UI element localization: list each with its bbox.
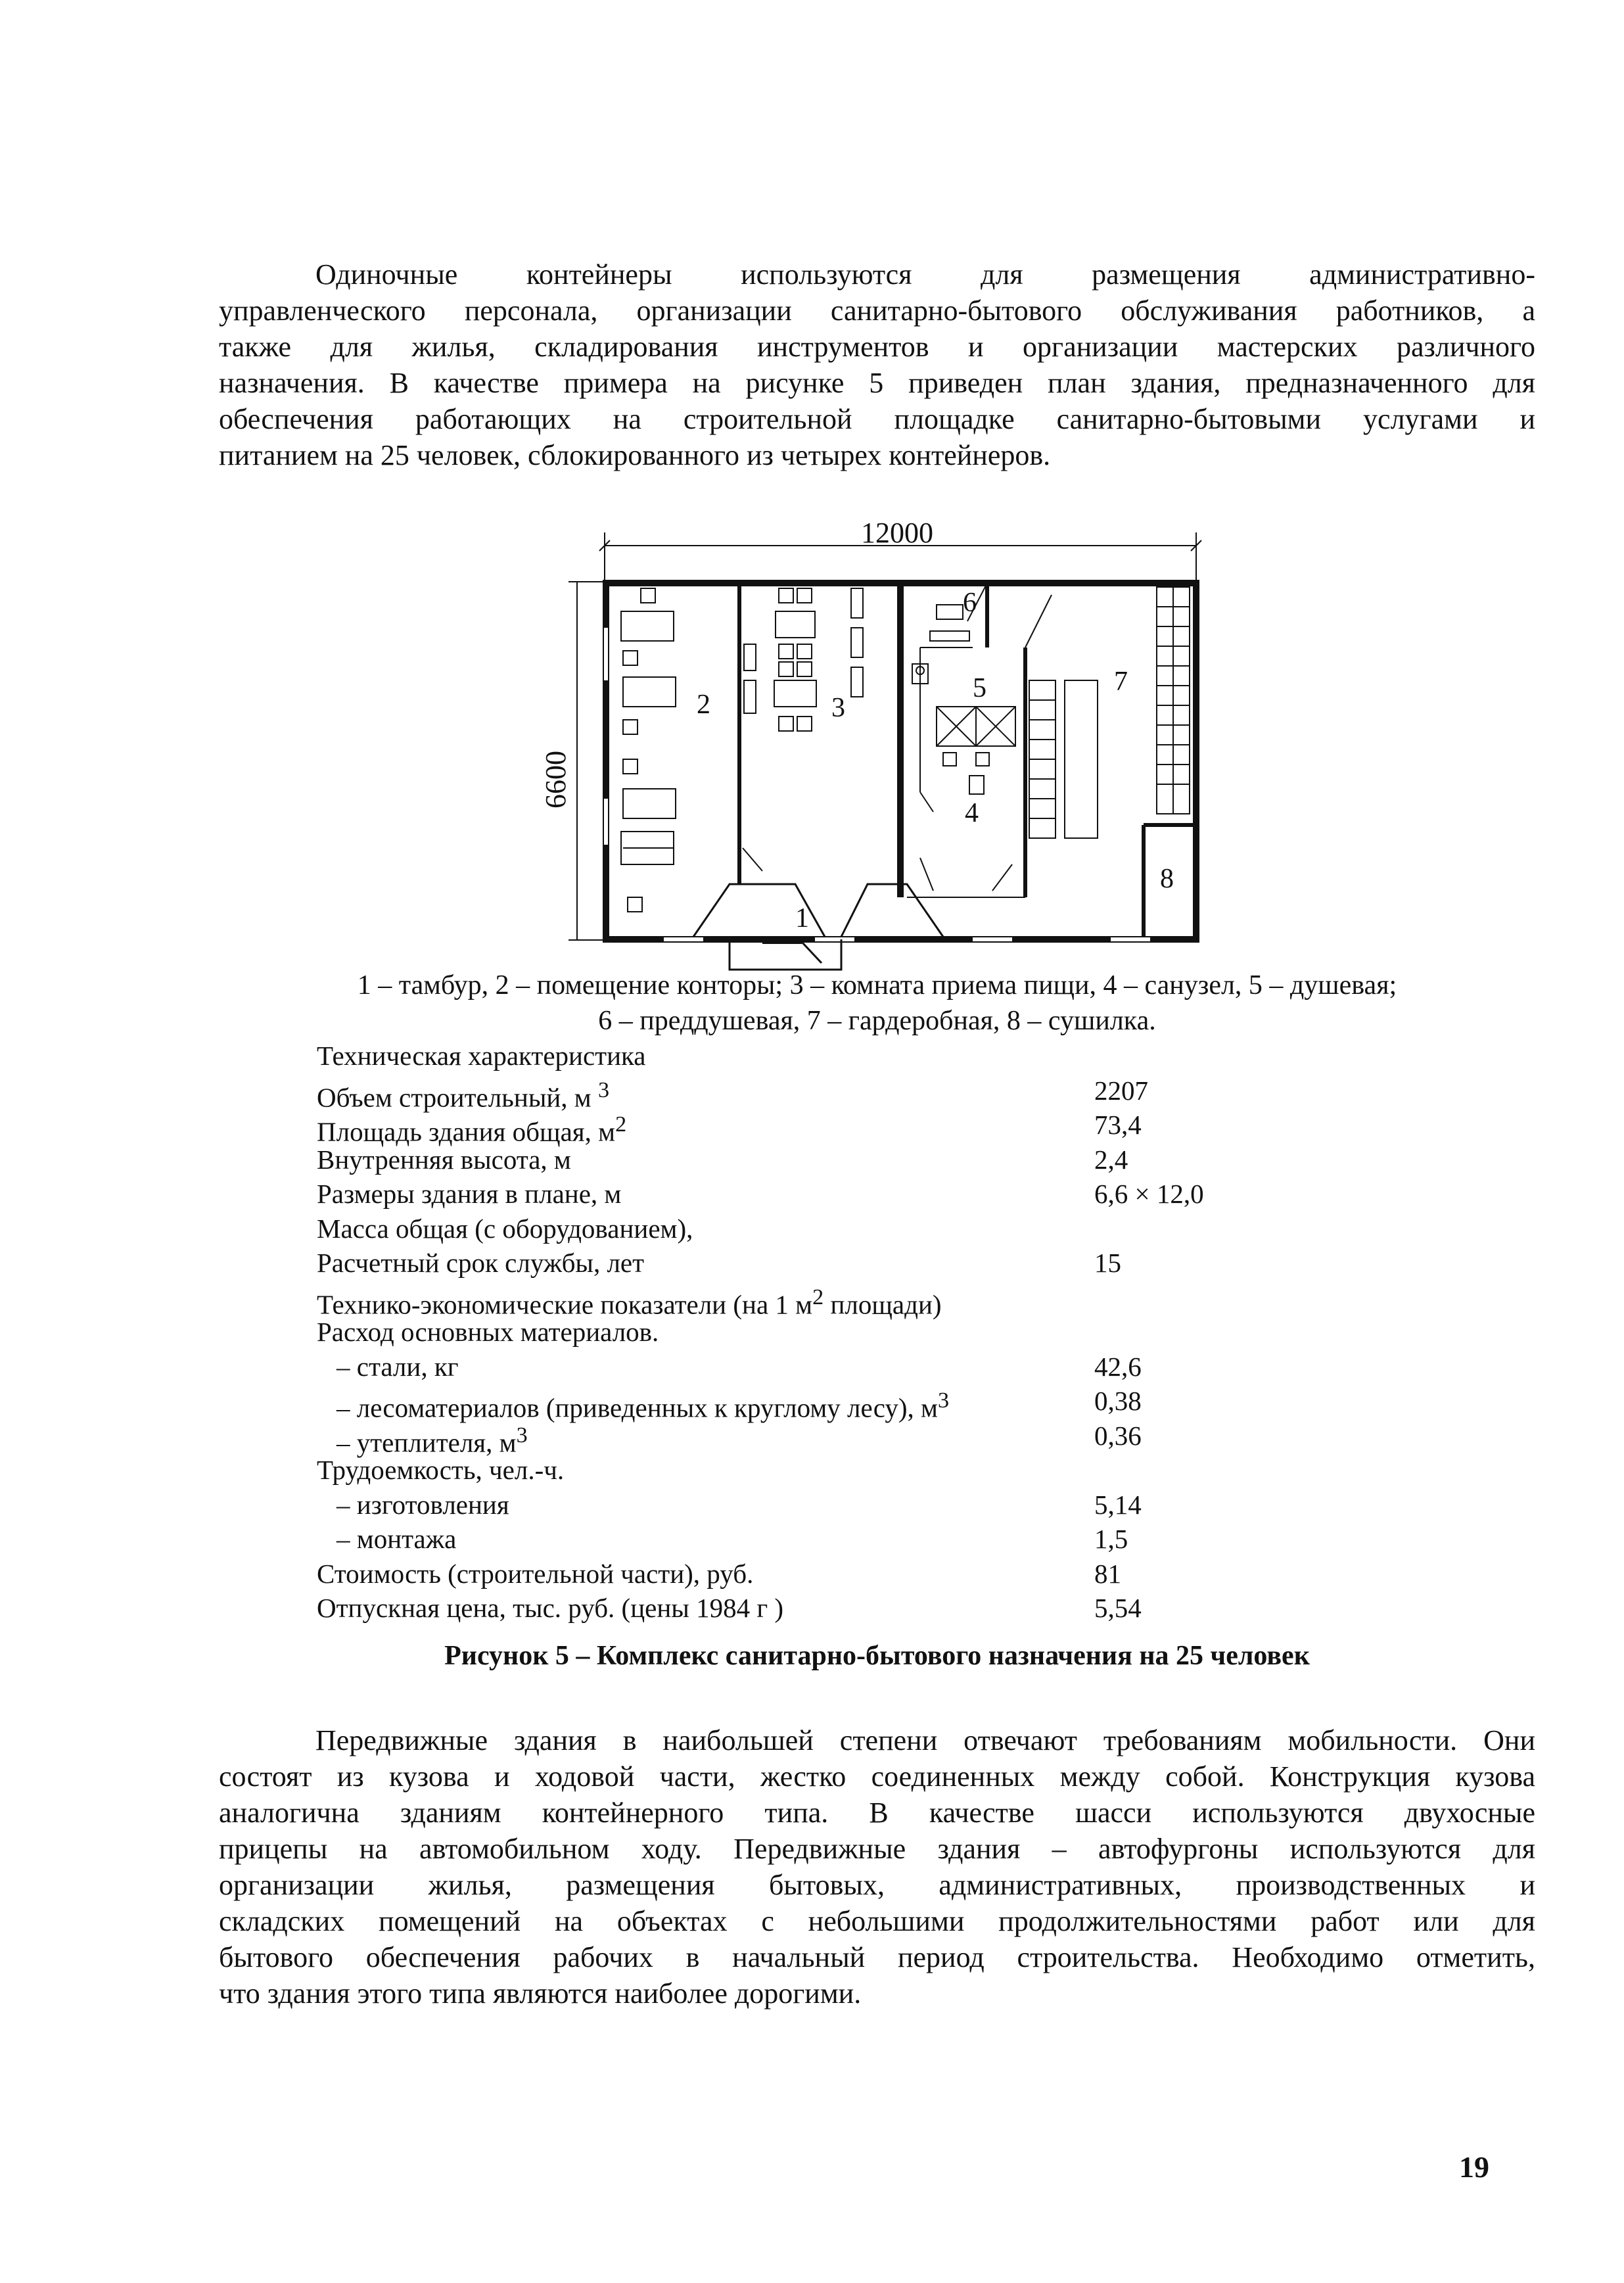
- room-label-wardrobe: 7: [1114, 667, 1128, 697]
- row-value: 73,4: [1094, 1110, 1142, 1140]
- length-dimension-label: 12000: [861, 517, 933, 549]
- table-row: [317, 1108, 1237, 1147]
- row-value: 5,14: [1094, 1489, 1142, 1520]
- table-heading: Техническая характеристика: [317, 1041, 646, 1071]
- office-furniture: [621, 588, 676, 912]
- text-line: назначения. В качестве примера на рисунке 5 приведен план здания, предназначенного для: [219, 367, 1535, 399]
- text-line: Передвижные здания в наибольшей степени отвечают требованиям мобильности. Они: [315, 1724, 1535, 1756]
- row-value: 81: [1094, 1558, 1121, 1589]
- table-row: [317, 1419, 1237, 1458]
- row-label: Отпускная цена, тыс. руб. (цены 1984 г ): [317, 1593, 784, 1623]
- room-label-pre-shower: 6: [963, 588, 977, 618]
- text-line: что здания этого типа являются наиболее дорогими.: [219, 1977, 862, 2010]
- text-line: питанием на 25 человек, сблокированного из четырех контейнеров.: [219, 439, 1051, 471]
- table-row: [317, 1557, 1237, 1591]
- building-floor-plan: [540, 516, 1209, 976]
- wardrobe-lockers: [1029, 587, 1190, 838]
- width-dimension-label: 6600: [540, 751, 572, 809]
- row-label: – лесоматериалов (приведенных к круглому лесу), $м^3$: [336, 1388, 950, 1423]
- row-label: Масса общая (с оборудованием),: [317, 1213, 693, 1244]
- figure-title: Рисунок 5 – Комплекс санитарно-бытового назначения на 25 человек: [444, 1641, 1310, 1671]
- room-label-restroom: 4: [965, 798, 979, 828]
- room-label-office: 2: [697, 690, 710, 720]
- text-line: также для жилья, складирования инструментов и организации мастерских различного: [219, 331, 1535, 363]
- row-label: Трудоемкость, чел.-ч.: [317, 1455, 565, 1485]
- row-value: 42,6: [1094, 1351, 1142, 1382]
- row-value: 0,38: [1094, 1386, 1142, 1416]
- row-value: 1,5: [1094, 1524, 1128, 1554]
- page-number: 19: [1459, 2150, 1489, 2184]
- row-label: Объем строительный, м $^3$: [317, 1077, 610, 1113]
- room-label-dryer: 8: [1160, 864, 1174, 894]
- text-line: бытового обеспечения рабочих в начальный период строительства. Необходимо отметить,: [219, 1941, 1535, 1973]
- row-label: – стали, кг: [336, 1351, 459, 1382]
- text-line: складских помещений на объектах с небольшими продолжительностями работ или для: [219, 1905, 1535, 1937]
- row-value: 0,36: [1094, 1420, 1142, 1451]
- row-value: 2207: [1094, 1075, 1148, 1106]
- row-label: – изготовления: [336, 1489, 509, 1520]
- plan-legend-line: 6 – преддушевая, 7 – гардеробная, 8 – сушилка.: [598, 1006, 1156, 1036]
- text-line: обеспечения работающих на строительной площадке санитарно-бытовыми услугами и: [219, 403, 1535, 435]
- row-value: 2,4: [1094, 1144, 1128, 1175]
- table-row: [317, 1350, 1237, 1384]
- row-value: 15: [1094, 1248, 1121, 1278]
- row-label: Стоимость (строительной части), руб.: [317, 1558, 754, 1589]
- row-label: – монтажа: [336, 1524, 457, 1554]
- table-row: [317, 1212, 1237, 1246]
- partition-walls: [739, 583, 1193, 937]
- row-value: 5,54: [1094, 1593, 1142, 1623]
- row-label: Расчетный срок службы, лет: [317, 1248, 645, 1278]
- table-row: [317, 1073, 1237, 1113]
- row-label: Размеры здания в плане, м: [317, 1179, 622, 1209]
- table-row: [317, 1177, 1237, 1212]
- table-row: [317, 1315, 1237, 1350]
- room-label-dining: 3: [831, 693, 845, 723]
- row-label: Внутренняя высота, м: [317, 1144, 571, 1175]
- table-heading-row: [317, 1039, 1237, 1073]
- table-row: [317, 1591, 1237, 1626]
- row-label: Технико-экономические показатели (на 1 $м^2$ площади): [317, 1284, 942, 1320]
- row-label: Расход основных материалов.: [317, 1317, 659, 1347]
- text-line: Одиночные контейнеры используются для размещения административно-: [315, 258, 1535, 291]
- row-value: 6,6 × 12,0: [1094, 1179, 1204, 1209]
- sanitary-fixtures: [912, 605, 1015, 794]
- text-line: состоят из кузова и ходовой части, жестко соединенных между собой. Конструкция кузова: [219, 1760, 1535, 1793]
- row-label: – утеплителя, $м^3$: [336, 1423, 528, 1458]
- text-line: аналогична зданиям контейнерного типа. В качестве шасси используются двухосные: [219, 1797, 1535, 1829]
- table-row: [317, 1281, 1237, 1320]
- table-row: [317, 1453, 1237, 1488]
- plan-legend-line: 1 – тамбур, 2 – помещение конторы; 3 – комната приема пищи, 4 – санузел, 5 – душевая;: [357, 970, 1397, 1000]
- room-label-shower: 5: [973, 673, 986, 703]
- mobile-buildings-paragraph: [219, 1722, 1535, 2012]
- table-row: [317, 1522, 1237, 1557]
- room-label-vestibule: 1: [795, 903, 809, 933]
- row-label: Площадь здания общая, $м^2$: [317, 1112, 627, 1147]
- technical-characteristics-table: [317, 1039, 1237, 1626]
- intro-paragraph: [219, 256, 1535, 473]
- text-line: организации жилья, размещения бытовых, административных, производственных и: [219, 1869, 1535, 1901]
- table-row: [317, 1488, 1237, 1522]
- table-row: [317, 1384, 1237, 1423]
- table-row: [317, 1142, 1237, 1177]
- text-line: управленческого персонала, организации санитарно-бытового обслуживания работников, а: [219, 294, 1535, 327]
- table-row: [317, 1246, 1237, 1281]
- vestibule-outline: [693, 884, 943, 970]
- text-line: прицепы на автомобильном ходу. Передвижные здания – автофургоны используются для: [219, 1833, 1535, 1865]
